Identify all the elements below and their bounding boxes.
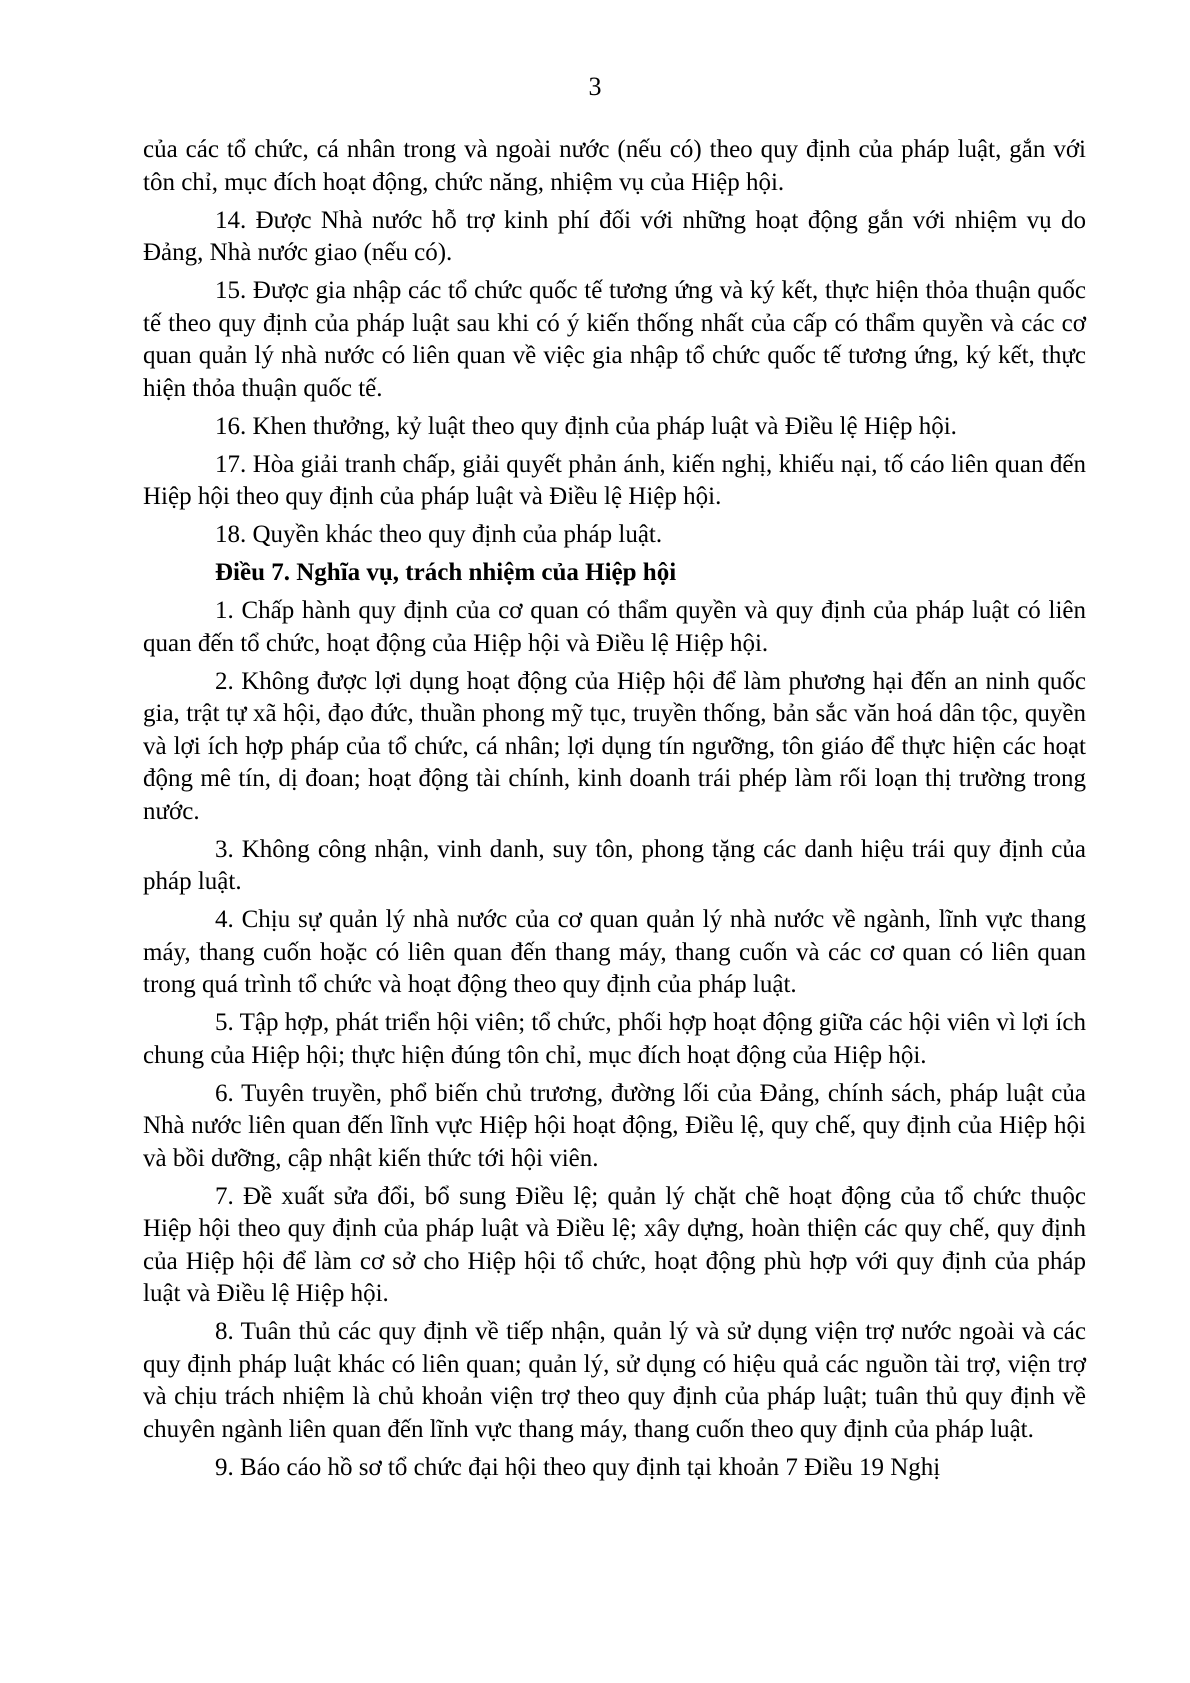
- paragraph-item-9: 9. Báo cáo hồ sơ tổ chức đại hội theo quy định tại khoản 7 Điều 19 Nghị: [215, 1453, 941, 1481]
- paragraph-continuation: của các tổ chức, cá nhân trong và ngoài nước (nếu có) theo quy định của pháp luật, gắn với tôn chỉ, mục đích hoạt động, chức năng, nhiệm vụ của Hiệp hội.: [143, 136, 1086, 196]
- paragraph-item-6: 6. Tuyên truyền, phổ biến chủ trương, đường lối của Đảng, chính sách, pháp luật của Nhà nước liên quan đến lĩnh vực Hiệp hội hoạt động, Điều lệ, quy chế, quy định của Hiệp hội và bồi dưỡng, cập nhật kiến thức tới hội viên.: [143, 1079, 1086, 1172]
- paragraph-item-4: 4. Chịu sự quản lý nhà nước của cơ quan quản lý nhà nước về ngành, lĩnh vực thang máy, thang cuốn hoặc có liên quan đến thang máy, thang cuốn và các cơ quan có liên quan trong quá trình tổ chức và hoạt động theo quy định của pháp luật.: [143, 906, 1086, 998]
- article-7-heading: Điều 7. Nghĩa vụ, trách nhiệm của Hiệp hội: [215, 559, 677, 586]
- paragraph-item-3: 3. Không công nhận, vinh danh, suy tôn, phong tặng các danh hiệu trái quy định của pháp luật.: [143, 835, 1086, 895]
- paragraph-item-1: 1. Chấp hành quy định của cơ quan có thẩm quyền và quy định của pháp luật có liên quan đến tổ chức, hoạt động của Hiệp hội và Điều lệ Hiệp hội.: [143, 597, 1086, 657]
- page-number: 3: [588, 72, 602, 101]
- paragraph-item-16: 16. Khen thưởng, kỷ luật theo quy định của pháp luật và Điều lệ Hiệp hội.: [215, 412, 957, 440]
- paragraph-item-17: 17. Hòa giải tranh chấp, giải quyết phản ánh, kiến nghị, khiếu nại, tố cáo liên quan đến Hiệp hội theo quy định của pháp luật và Điều lệ Hiệp hội.: [143, 450, 1086, 510]
- paragraph-item-18: 18. Quyền khác theo quy định của pháp luật.: [215, 521, 663, 548]
- paragraph-item-14: 14. Được Nhà nước hỗ trợ kinh phí đối với những hoạt động gắn với nhiệm vụ do Đảng, Nhà nước giao (nếu có).: [143, 206, 1086, 266]
- paragraph-item-15: 15. Được gia nhập các tổ chức quốc tế tương ứng và ký kết, thực hiện thỏa thuận quốc tế theo quy định của pháp luật sau khi có ý kiến thống nhất của cấp có thẩm quyền và các cơ quan quản lý nhà nước có liên quan về việc gia nhập tổ chức quốc tế tương ứng, ký kết, thực hiện thỏa thuận quốc tế.: [143, 277, 1086, 402]
- paragraph-item-8: 8. Tuân thủ các quy định về tiếp nhận, quản lý và sử dụng viện trợ nước ngoài và các quy định pháp luật khác có liên quan; quản lý, sử dụng có hiệu quả các nguồn tài trợ, viện trợ và chịu trách nhiệm là chủ khoản viện trợ theo quy định của pháp luật; tuân thủ quy định về chuyên ngành liên quan đến lĩnh vực thang máy, thang cuốn theo quy định của pháp luật.: [143, 1318, 1086, 1443]
- document-body: [143, 134, 1086, 1490]
- paragraph-item-5: 5. Tập hợp, phát triển hội viên; tổ chức, phối hợp hoạt động giữa các hội viên vì lợi ích chung của Hiệp hội; thực hiện đúng tôn chỉ, mục đích hoạt động của Hiệp hội.: [143, 1009, 1086, 1069]
- paragraph-item-7: 7. Đề xuất sửa đổi, bổ sung Điều lệ; quản lý chặt chẽ hoạt động của tổ chức thuộc Hiệp hội theo quy định của pháp luật và Điều lệ; xây dựng, hoàn thiện các quy chế, quy định của Hiệp hội để làm cơ sở cho Hiệp hội tổ chức, hoạt động phù hợp với quy định của pháp luật và Điều lệ Hiệp hội.: [143, 1182, 1086, 1307]
- paragraph-item-2: 2. Không được lợi dụng hoạt động của Hiệp hội để làm phương hại đến an ninh quốc gia, trật tự xã hội, đạo đức, thuần phong mỹ tục, truyền thống, bản sắc văn hoá dân tộc, quyền và lợi ích hợp pháp của tổ chức, cá nhân; lợi dụng tín ngưỡng, tôn giáo để thực hiện các hoạt động mê tín, dị đoan; hoạt động tài chính, kinh doanh trái phép làm rối loạn thị trường trong nước.: [143, 667, 1086, 825]
